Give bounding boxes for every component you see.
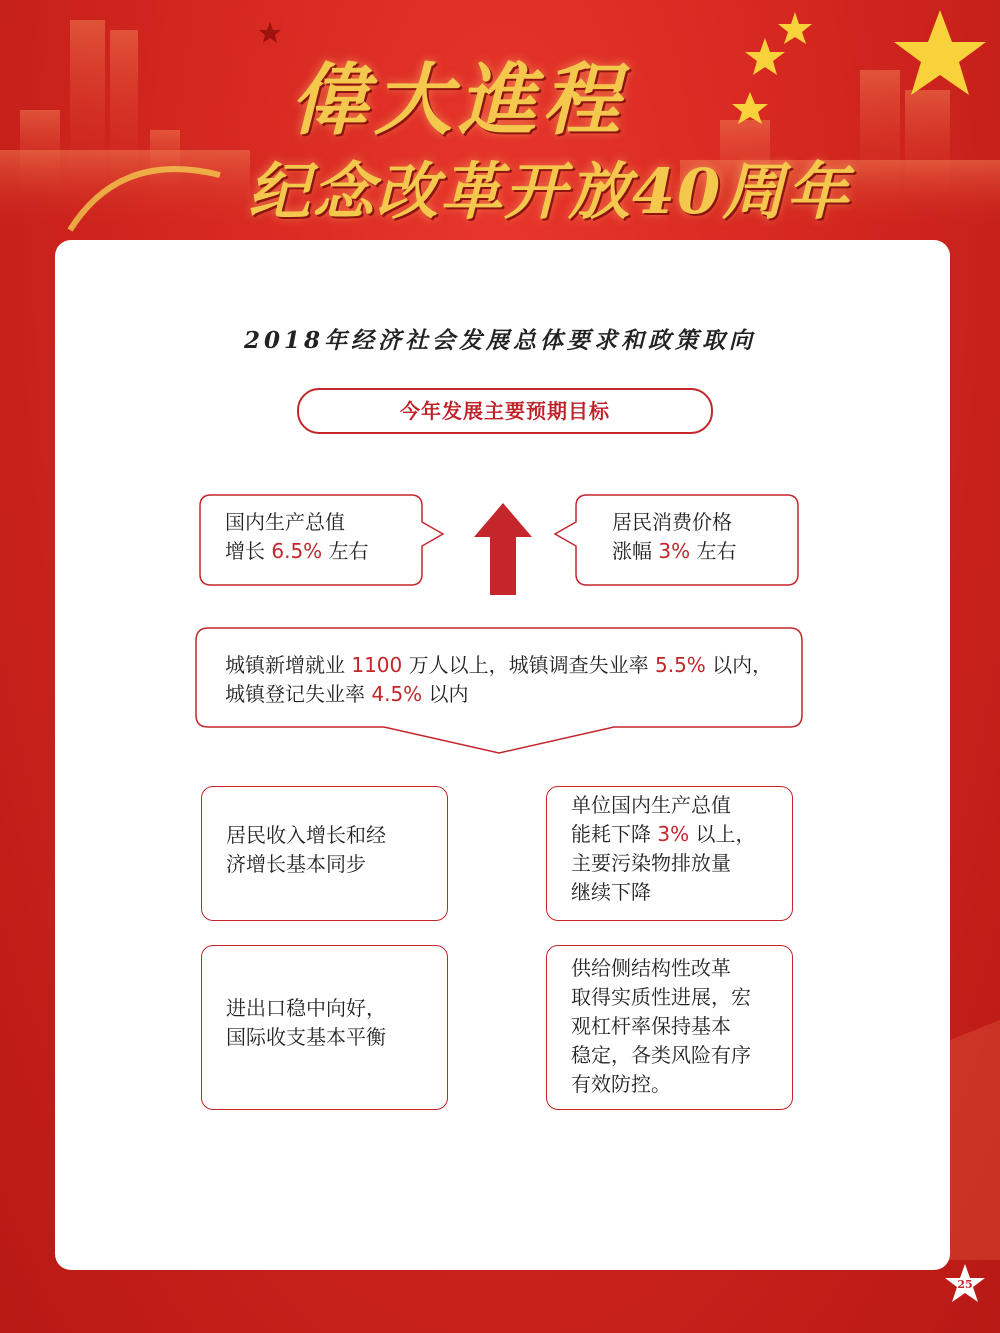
income-line2: 济增长基本同步 [226,852,366,876]
energy-value: 3% [657,822,690,846]
reform-line2: 取得实质性进展，宏 [571,985,751,1009]
employment-text-b: 万人以上，城镇调查失业率 [402,653,655,677]
page-heading: 2018年经济社会发展总体要求和政策取向 [243,327,756,354]
trade-line1: 进出口稳中向好， [226,996,386,1020]
cpi-suffix: 左右 [690,539,737,563]
banner-subtitle: 纪念改革开放40周年 [248,155,851,228]
trade-line2: 国际收支基本平衡 [226,1025,386,1049]
cpi-prefix: 涨幅 [612,539,659,563]
cpi-box [612,508,792,566]
employment-line1 [225,651,795,680]
reform-line5: 有效防控。 [571,1072,671,1096]
reform-line1: 供给侧结构性改革 [571,956,731,980]
income-line1: 居民收入增长和经 [226,823,386,847]
gdp-line1: 国内生产总值 [225,510,345,534]
banner-title: 偉大進程 [290,55,627,146]
gdp-box [225,508,425,566]
gdp-prefix: 增长 [225,539,272,563]
energy-prefix: 能耗下降 [571,822,658,846]
energy-line4: 继续下降 [571,880,651,904]
employment-text-a: 城镇新增就业 [225,653,352,677]
energy-line3: 主要污染物排放量 [571,851,731,875]
gdp-value: 6.5% [271,539,323,563]
reform-box [546,945,793,1110]
gdp-line2 [225,537,425,566]
reform-line4: 稳定，各类风险有序 [571,1043,751,1067]
employment-line2 [225,680,795,709]
cpi-value: 3% [658,539,691,563]
employment-text-d: 城镇登记失业率 [225,682,372,706]
employment-box [225,651,795,709]
reform-line3: 观杠杆率保持基本 [571,1014,731,1038]
trade-box [201,945,448,1110]
up-arrow-icon [474,503,532,595]
cpi-line2 [612,537,792,566]
new-jobs-value: 1100 [351,653,403,677]
energy-line1: 单位国内生产总值 [571,793,731,817]
employment-text-c: 以内， [705,653,773,677]
small-star-icon [259,22,281,43]
cpi-line1: 居民消费价格 [612,510,732,534]
energy-box [546,786,793,921]
skyline-left [0,20,250,230]
survey-unemployment-value: 5.5% [654,653,706,677]
energy-line2 [571,820,755,849]
income-box [201,786,448,921]
gdp-suffix: 左右 [322,539,369,563]
registered-unemployment-value: 4.5% [371,682,423,706]
energy-suffix: 以上， [689,822,756,846]
section-pill: 今年发展主要预期目标 [297,388,713,434]
page-number: 25 [957,1278,973,1291]
employment-text-e: 以内 [422,682,469,706]
